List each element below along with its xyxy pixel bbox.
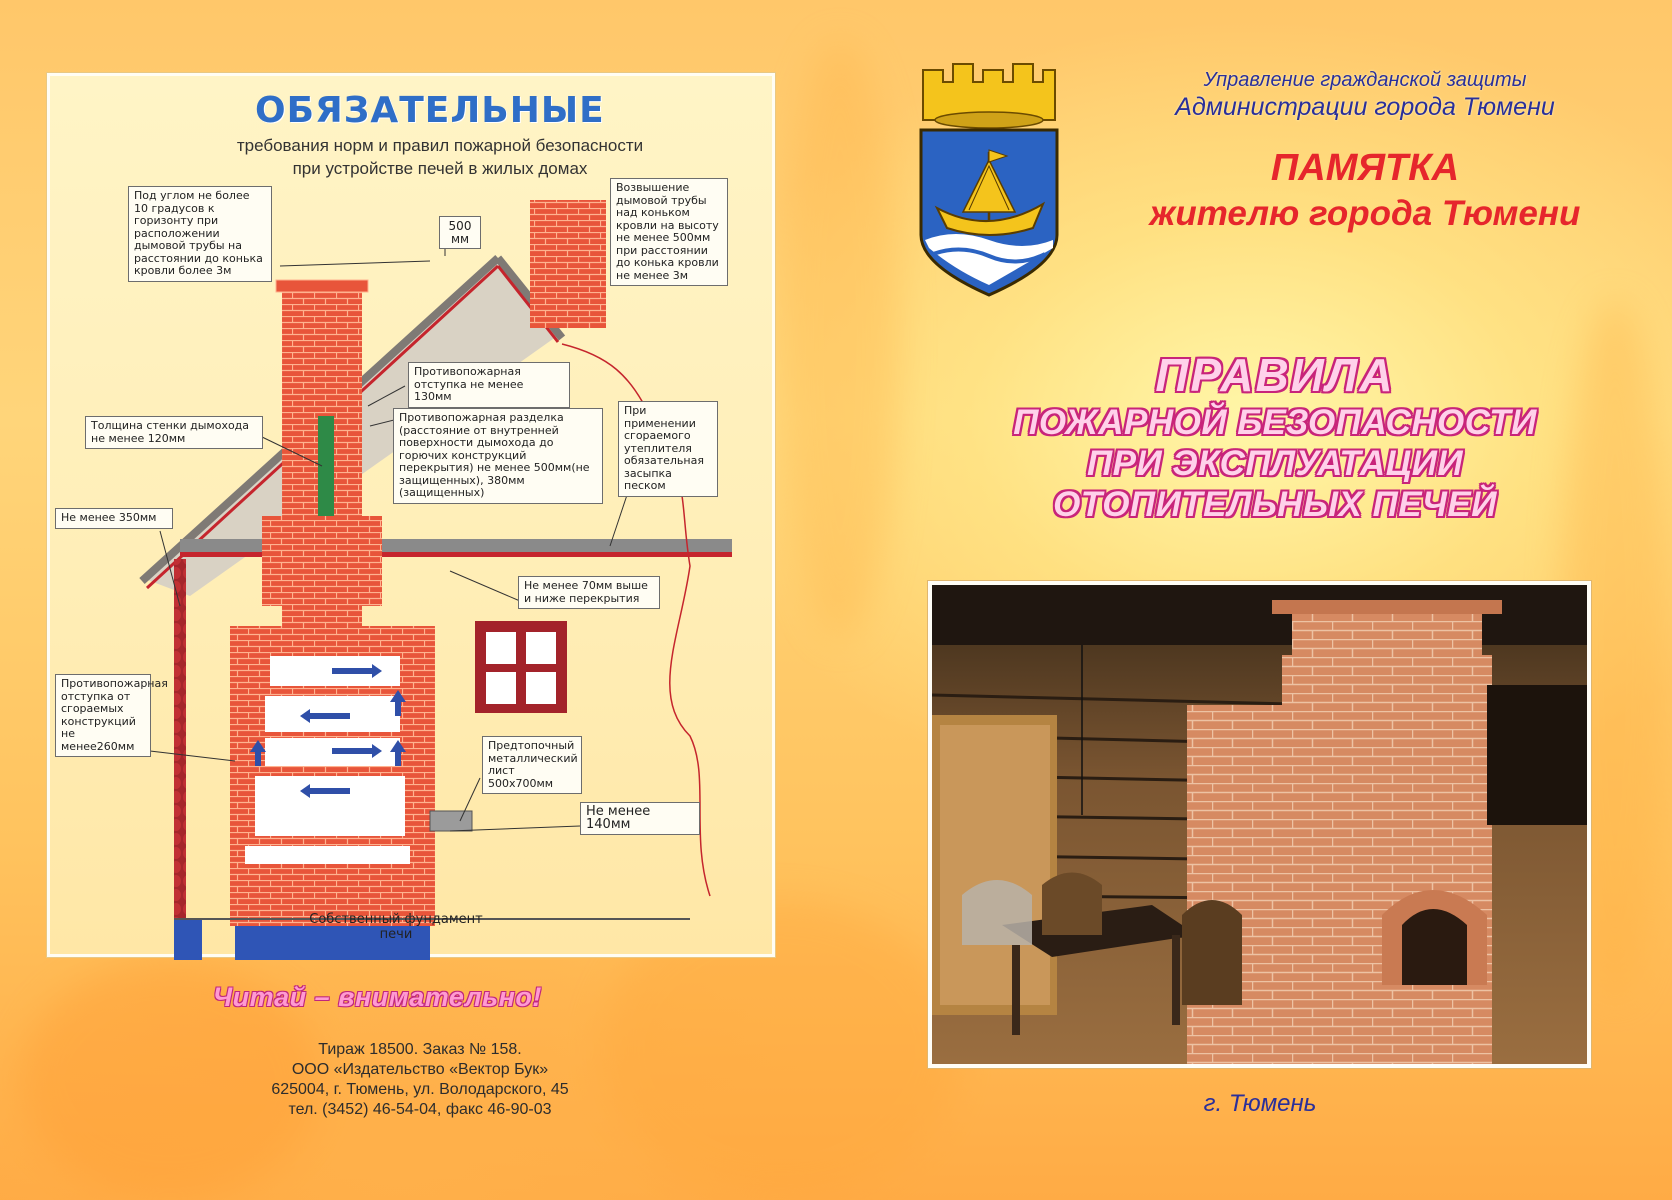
poster-subtitle-line-2: при устройстве печей в жилых домах (292, 159, 588, 178)
org-line-1: Управление гражданской защиты (1203, 69, 1527, 91)
rules-line-1: ПРАВИЛА (1155, 349, 1395, 401)
rules-line-4: ОТОПИТЕЛЬНЫХ ПЕЧЕЙ (1053, 485, 1497, 524)
slogan: Читай – внимательно! (213, 982, 542, 1012)
safety-requirements-poster (47, 73, 775, 957)
imprint-line-3: 625004, г. Тюмень, ул. Володарского, 45 (271, 1081, 569, 1098)
chimney-top-right (530, 200, 606, 328)
callout-min-140: Не менее 140мм (580, 802, 700, 835)
stove-photo (928, 581, 1591, 1068)
flame-glow (780, 40, 900, 640)
memo-heading (1075, 145, 1655, 237)
stove-photo-image (932, 585, 1587, 1064)
callout-offset-260: Противопожарная отступка от сгораемых конструкций не менее260мм (55, 674, 151, 757)
poster-subtitle-line-1: требования норм и правил пожарной безопасности (236, 136, 644, 155)
callout-height-500: 500 мм (439, 216, 481, 249)
tyumen-coat-of-arms-icon (915, 60, 1063, 300)
callout-min-70: Не менее 70мм выше и ниже перекрытия (518, 576, 660, 609)
publication-imprint (220, 1040, 620, 1120)
callout-angle: Под углом не более 10 градусов к горизонту при расположении дымовой трубы на расстоянии до конька кровли более 3м (128, 186, 272, 282)
callout-firebreak: Противопожарная разделка (расстояние от внутренней поверхности дымохода до горючих конструкций перекрытия) не менее 500мм(не защищенных), 380мм (защищенных) (393, 408, 603, 504)
callout-wall-thickness: Толщина стенки дымохода не менее 120мм (85, 416, 263, 449)
callout-offset-130: Противопожарная отступка не менее 130мм (408, 362, 570, 408)
callout-min-350: Не менее 350мм (55, 508, 173, 529)
imprint-line-2: ООО «Издательство «Вектор Бук» (291, 1061, 549, 1078)
callout-foundation: Собственный фундамент печи (309, 912, 483, 942)
callout-chimney-rise: Возвышение дымовой трубы над коньком кровли на высоту не менее 500мм при расстоянии до конька кровли не менее 3м (610, 178, 728, 286)
memo-line-2: жителю города Тюмени (1149, 194, 1581, 233)
rules-line-2: ПОЖАРНОЙ БЕЗОПАСНОСТИ (1013, 403, 1537, 442)
memo-line-1: ПАМЯТКА (1270, 147, 1460, 189)
imprint-line-4: тел. (3452) 46-54-04, факс 46-90-03 (288, 1101, 552, 1118)
city-name: г. Тюмень (1203, 1090, 1317, 1117)
organization-name (1105, 68, 1625, 122)
log-wall (174, 559, 186, 919)
org-line-2: Администрации города Тюмени (1175, 93, 1555, 121)
rules-line-3: ПРИ ЭКСПЛУАТАЦИИ (1086, 444, 1464, 483)
imprint-line-1: Тираж 18500. Заказ № 158. (318, 1041, 522, 1058)
callout-insulation: При применении сгораемого утеплителя обязательная засыпка песком (618, 401, 718, 497)
callout-prefire-sheet: Предтопочный металлический лист 500х700мм (482, 736, 582, 794)
poster-title: ОБЯЗАТЕЛЬНЫЕ (255, 90, 605, 131)
rules-title (930, 348, 1620, 525)
